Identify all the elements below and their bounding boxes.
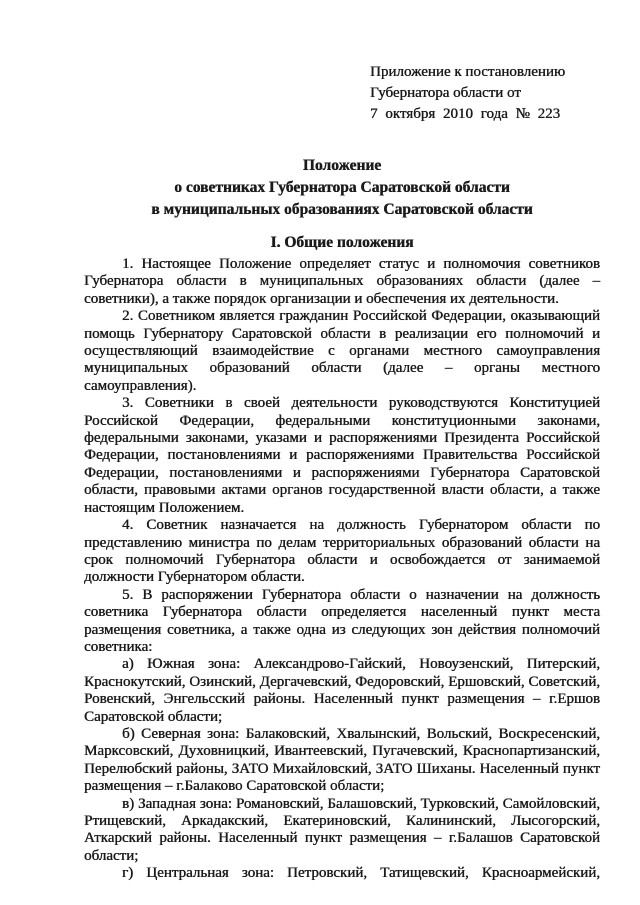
document-title-line-2: о советниках Губернатора Саратовской области bbox=[174, 179, 510, 196]
paragraph-5v-west-zone: в) Западная зона: Романовский, Балашовский, Турковский, Самойловский, Ртищевский, Аркадакский, Екатериновский, Калининский, Лысогорский, Аткарский районы. Населенный пункт размещения – г.Балашов Саратовской области; bbox=[84, 795, 600, 864]
paragraph-5b-north-zone: б) Северная зона: Балаковский, Хвалынский, Вольский, Воскресенский, Марксовский, Духовницкий, Ивантеевский, Пугачевский, Краснопартизанский, Перелюбский районы, ЗАТО Михайловский, ЗАТО Шиханы. Населенный пункт размещения – г.Балаково Саратовской области; bbox=[84, 725, 600, 795]
appendix-line-1: Приложение к постановлению bbox=[370, 64, 566, 80]
paragraph-1: 1. Настоящее Положение определяет статус и полномочия советников Губернатора области в муниципальных образованиях области (далее – советники), а также порядок организации и обеспечения их деятельности. bbox=[84, 256, 600, 307]
appendix-line-2: Губернатора области от bbox=[370, 85, 521, 101]
paragraph-5g-central-zone: г) Центральная зона: Петровский, Татищевский, Красноармейский, bbox=[122, 865, 600, 882]
paragraph-2: 2. Советником является гражданин Российской Федерации, оказывающий помощь Губернатору Саратовской области в реализации его полномочий и осуществляющий взаимодействие с органами местного самоуправления муниципальных образований области (далее – органы местного самоуправления). bbox=[84, 308, 600, 394]
section-heading: I. Общие положения bbox=[270, 234, 414, 251]
paragraph-5: 5. В распоряжении Губернатора области о назначении на должность советника Губернатора области определяется населенный пункт места размещения советника, а также одна из следующих зон действия полномочий советника: bbox=[84, 586, 600, 655]
paragraph-3: 3. Советники в своей деятельности руководствуются Конституцией Российской Федерации, федеральными конституционными законами, федеральными законами, указами и распоряжениями Президента Российской Федерации, постановлениями и распоряжениями Правительства Российской Федерации, постановлениями и распоряжениями Губернатора Саратовской области, правовыми актами органов государственной власти области, а также настоящим Положением. bbox=[84, 395, 600, 516]
appendix-reference bbox=[370, 62, 600, 125]
document-title-line-1: Положение bbox=[302, 157, 382, 174]
appendix-date-line: 7 октября 2010 года № 223 bbox=[370, 106, 561, 122]
document-title-line-3: в муниципальных образованиях Саратовской области bbox=[151, 201, 533, 218]
paragraph-4: 4. Советник назначается на должность Губернатором области по представлению министра по делам территориальных образований области на срок полномочий Губернатора области и освобождается от занимаемой должности Губернатором области. bbox=[84, 517, 600, 586]
paragraph-5a-south-zone: а) Южная зона: Александрово-Гайский, Новоузенский, Питерский, Краснокутский, Озинский, Дергачевский, Федоровский, Ершовский, Советский, Ровенский, Энгельсский районы. Населенный пункт размещения – г.Ершов Саратовской области; bbox=[84, 656, 600, 725]
document-title bbox=[84, 155, 600, 221]
